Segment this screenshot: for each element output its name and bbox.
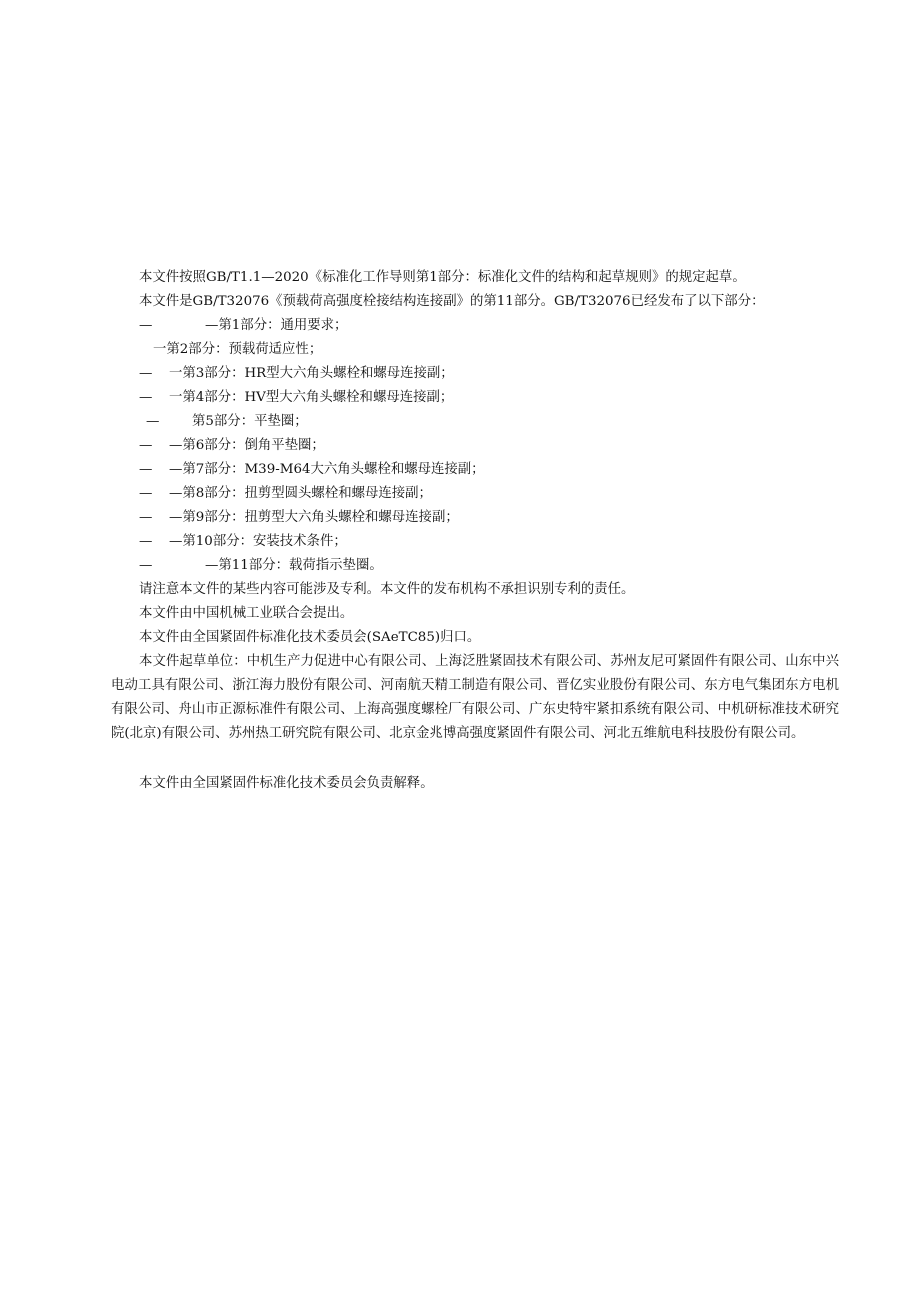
part-item-text: 一第2部分：预载荷适应性；: [153, 342, 323, 357]
list-dash: —: [139, 510, 153, 525]
list-dash: —: [139, 534, 153, 549]
part-item-text: —第10部分：安装技术条件；: [169, 534, 347, 549]
part-item-text: —第6部分：倒角平垫圈；: [169, 438, 325, 453]
part-item-2: [153, 338, 322, 362]
part-item-1: [139, 314, 347, 338]
part-item-7: [139, 458, 485, 482]
part-item-4: [139, 386, 453, 410]
list-dash: —: [139, 318, 153, 333]
list-dash: —: [139, 366, 153, 381]
list-dash: —: [139, 486, 153, 501]
part-item-3: [139, 362, 454, 386]
part-item-8: [139, 482, 432, 506]
proposed-by: 本文件由中国机械工业联合会提出。: [139, 606, 354, 621]
part-item-text: 第5部分：平垫圈；: [192, 414, 308, 429]
part-item-5: [146, 410, 308, 434]
part-item-text: —第7部分：M39-M64大六角头螺栓和螺母连接副；: [169, 462, 485, 477]
part-item-text: —第1部分：通用要求；: [205, 318, 348, 333]
part-item-text: 一第4部分：HV型大六角头螺栓和螺母连接副；: [169, 390, 454, 405]
intro-line-1: 本文件按照GB/T1.1—2020《标准化工作导则第1部分：标准化文件的结构和起草规则》的规定起草。: [139, 270, 746, 285]
list-dash: —: [146, 414, 160, 429]
managed-by: 本文件由全国紧固件标准化技术委员会(SAeTC85)归口。: [139, 630, 481, 645]
part-item-10: [139, 530, 347, 554]
part-item-text: —第11部分：载荷指示垫圈。: [205, 558, 383, 573]
part-item-6: [139, 434, 325, 458]
part-item-text: 一第3部分：HR型大六角头螺栓和螺母连接副；: [169, 366, 454, 381]
part-item-text: —第8部分：扭剪型圆头螺栓和螺母连接副；: [169, 486, 432, 501]
list-dash: —: [139, 558, 153, 573]
patent-notice: 请注意本文件的某些内容可能涉及专利。本文件的发布机构不承担识别专利的责任。: [139, 582, 635, 597]
part-item-11: [139, 554, 383, 578]
part-item-text: —第9部分：扭剪型大六角头螺栓和螺母连接副；: [169, 510, 459, 525]
list-dash: —: [139, 462, 153, 477]
list-dash: —: [139, 438, 153, 453]
drafting-units-paragraph: 本文件起草单位：中机生产力促进中心有限公司、上海泛胜紧固技术有限公司、苏州友尼可紧固件有限公司、山东中兴电动工具有限公司、浙江海力股份有限公司、河南航天精工制造有限公司、晋亿实业股份有限公司、东方电气集团东方电机有限公司、舟山市正源标准件有限公司、上海高强度螺栓厂有限公司、广东史特牢紧扣系统有限公司、中机研标准技术研究院(北京)有限公司、苏州热工研究院有限公司、北京金兆博高强度紧固件有限公司、河北五维航电科技股份有限公司。: [111, 654, 839, 741]
intro-line-2: 本文件是GB/T32076《预载荷高强度栓接结构连接副》的第11部分。GB/T32076已经发布了以下部分：: [139, 294, 765, 309]
list-dash: —: [139, 390, 153, 405]
interpreted-by: 本文件由全国紧固件标准化技术委员会负责解释。: [139, 776, 434, 791]
part-item-9: [139, 506, 459, 530]
